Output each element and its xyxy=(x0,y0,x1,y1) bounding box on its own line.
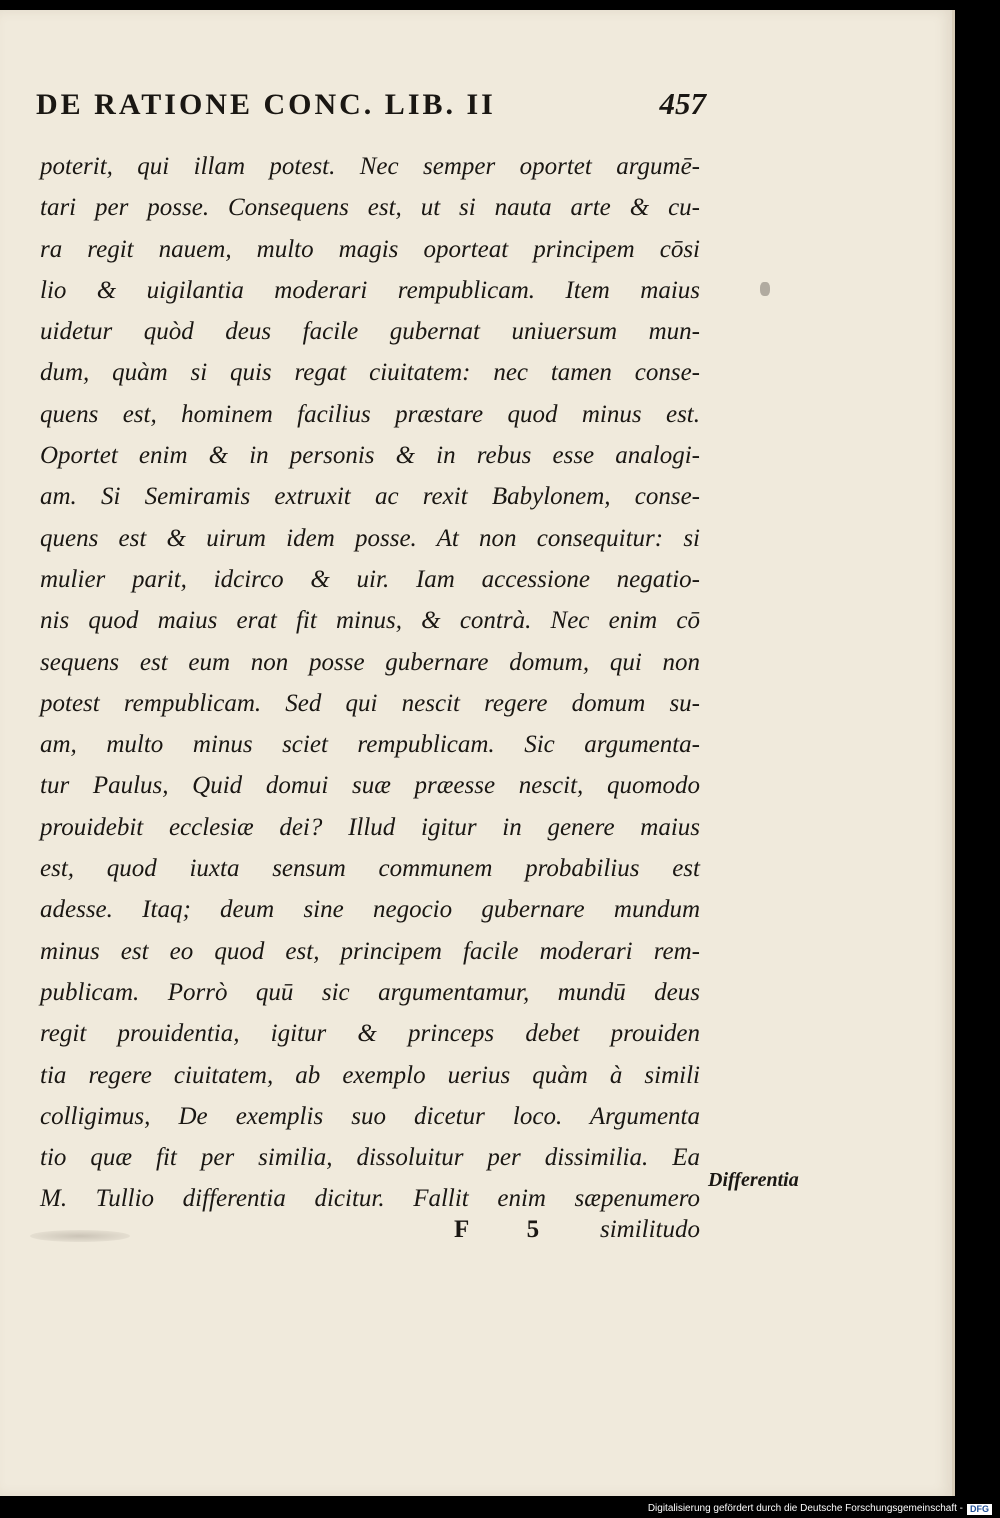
text-line: am. Si Semiramis extruxit ac rexit Babylonem, conse- xyxy=(40,483,700,511)
text-line: regit prouidentia, igitur & princeps debet prouiden xyxy=(40,1020,700,1048)
marginal-note: Differentia xyxy=(708,1169,799,1191)
text-line: adesse. Itaq; deum sine negocio gubernare mundum xyxy=(40,896,700,924)
text-line: potest rempublicam. Sed qui nescit regere domum su- xyxy=(40,689,700,717)
book-page xyxy=(0,10,955,1496)
funding-credit xyxy=(648,1503,992,1515)
text-line: tur Paulus, Quid domui suæ præesse nescit, quomodo xyxy=(40,772,700,800)
page-footer xyxy=(454,1209,700,1250)
dfg-logo: DFG xyxy=(967,1504,992,1515)
text-line: est, quod iuxta sensum communem probabilius est xyxy=(40,855,700,883)
text-line: am, multo minus sciet rempublicam. Sic argumenta- xyxy=(40,731,700,759)
body-text xyxy=(40,146,700,1220)
signature-mark: F 5 xyxy=(454,1216,566,1243)
running-head: DE RATIONE CONC. LIB. II xyxy=(36,88,496,121)
text-line: M. Tullio differentia dicitur. Fallit enim sæpenumero xyxy=(40,1185,700,1213)
text-line: prouidebit ecclesiæ dei? Illud igitur in genere maius xyxy=(40,813,700,841)
text-line: poterit, qui illam potest. Nec semper oportet argumē- xyxy=(40,153,700,180)
text-line: mulier parit, idcirco & uir. Iam accessione negatio- xyxy=(40,565,700,593)
text-line: minus est eo quod est, principem facile moderari rem- xyxy=(40,937,700,965)
text-line: dum, quàm si quis regat ciuitatem: nec tamen conse- xyxy=(40,359,700,387)
text-line: tio quæ fit per similia, dissoluitur per dissimilia. Ea xyxy=(40,1144,700,1172)
text-line: nis quod maius erat fit minus, & contrà. Nec enim cō xyxy=(40,607,700,635)
paper-smudge xyxy=(30,1230,130,1242)
text-line: tari per posse. Consequens est, ut si nauta arte & cu- xyxy=(40,194,700,222)
page-number: 457 xyxy=(659,86,706,121)
text-line: Oportet enim & in personis & in rebus esse analogi- xyxy=(40,442,700,470)
text-line: colligimus, De exemplis suo dicetur loco. Argumenta xyxy=(40,1102,700,1130)
text-line: quens est & uirum idem posse. At non consequitur: si xyxy=(40,524,700,552)
text-line: sequens est eum non posse gubernare domum, qui non xyxy=(40,648,700,676)
text-line: tia regere ciuitatem, ab exemplo uerius quàm à simili xyxy=(40,1061,700,1089)
credit-text: Digitalisierung gefördert durch die Deutsche Forschungsgemeinschaft - xyxy=(647,1503,963,1514)
paper-blemish xyxy=(760,282,770,296)
catchword: similitudo xyxy=(599,1216,700,1243)
text-line: quens est, hominem facilius præstare quod minus est. xyxy=(40,400,700,428)
text-line: ra regit nauem, multo magis oporteat principem cōsi xyxy=(40,235,700,263)
text-line: uidetur quòd deus facile gubernat uniuersum mun- xyxy=(40,318,700,346)
page-header xyxy=(36,86,706,122)
text-line: publicam. Porrò quū sic argumentamur, mundū deus xyxy=(40,978,700,1006)
text-line: lio & uigilantia moderari rempublicam. Item maius xyxy=(40,276,700,304)
